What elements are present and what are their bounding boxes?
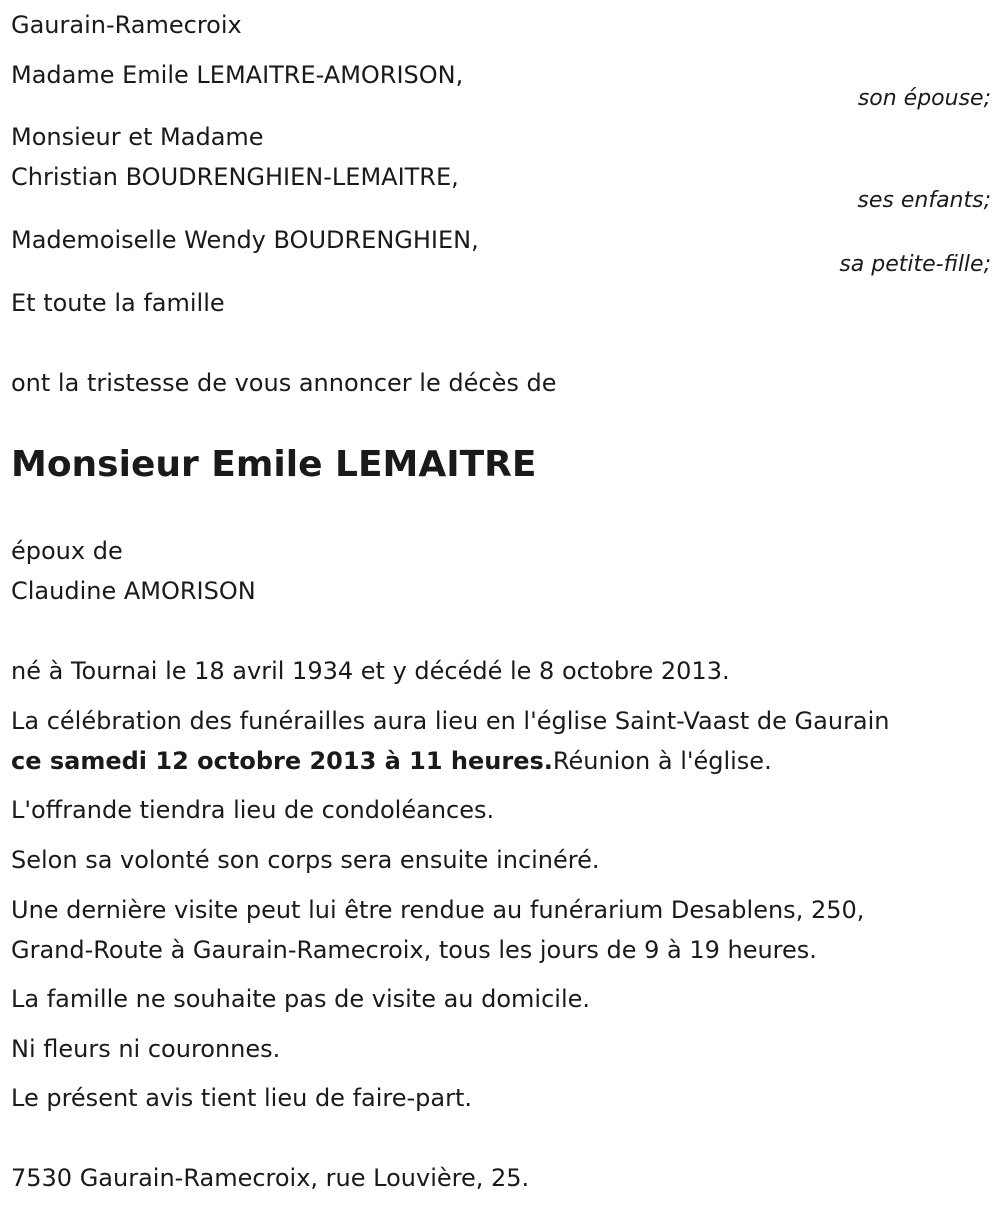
family-member-spouse: Madame Emile LEMAITRE-AMORISON,: [11, 61, 464, 89]
ceremony-text-line1: La célébration des funérailles aura lieu en l'église Saint-Vaast de Gaurain: [11, 707, 890, 735]
spouse-prefix: époux de: [11, 537, 123, 565]
spouse-name: Claudine AMORISON: [11, 577, 256, 605]
offering-text: L'offrande tiendra lieu de condoléances.: [11, 796, 495, 824]
no-flowers-text: Ni fleurs ni couronnes.: [11, 1035, 281, 1063]
deceased-name: Monsieur Emile LEMAITRE: [11, 444, 537, 485]
role-spouse: son épouse;: [857, 86, 991, 111]
visit-text-line2: Grand-Route à Gaurain-Ramecroix, tous les jours de 9 à 19 heures.: [11, 936, 817, 964]
role-granddaughter: sa petite-fille;: [839, 252, 991, 277]
ceremony-text-line2: [11, 745, 772, 777]
family-member-children-line2: Christian BOUDRENGHIEN-LEMAITRE,: [11, 163, 459, 191]
family-member-granddaughter: Mademoiselle Wendy BOUDRENGHIEN,: [11, 226, 479, 254]
birth-death-text: né à Tournai le 18 avril 1934 et y décédé le 8 octobre 2013.: [11, 657, 730, 685]
ceremony-meeting: Réunion à l'église.: [552, 747, 772, 775]
ceremony-date-time: ce samedi 12 octobre 2013 à 11 heures.: [11, 747, 553, 775]
no-home-visit-text: La famille ne souhaite pas de visite au domicile.: [11, 985, 591, 1013]
announcement-text: ont la tristesse de vous annoncer le décès de: [11, 369, 557, 397]
place-heading: Gaurain-Ramecroix: [11, 11, 242, 39]
notice-text: Le présent avis tient lieu de faire-part.: [11, 1084, 473, 1112]
family-all: Et toute la famille: [11, 289, 225, 317]
family-address: 7530 Gaurain-Ramecroix, rue Louvière, 25.: [11, 1164, 530, 1192]
cremation-text: Selon sa volonté son corps sera ensuite incinéré.: [11, 846, 600, 874]
obituary-notice: [11, 0, 991, 1212]
visit-text-line1: Une dernière visite peut lui être rendue au funérarium Desablens, 250,: [11, 896, 865, 924]
family-member-children-line1: Monsieur et Madame: [11, 123, 264, 151]
role-children: ses enfants;: [857, 188, 991, 213]
